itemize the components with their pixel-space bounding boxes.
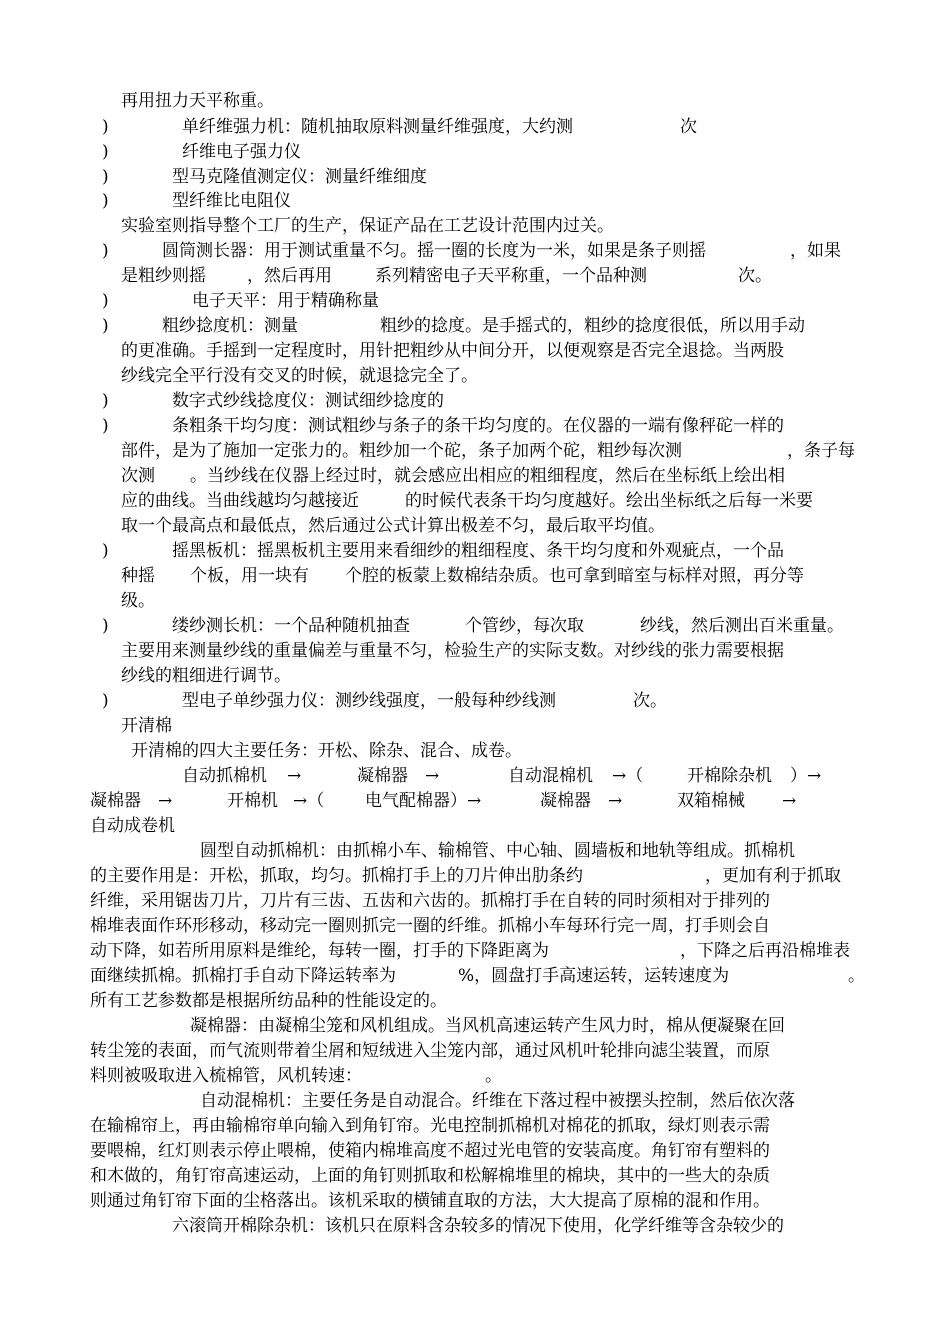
list-item: ) 型纤维比电阻仪	[102, 191, 291, 211]
text-line: 动下降，如若所用原料是维纶，每转一圈，打手的下降距离为 ，下降之后再沿棉堆表	[90, 941, 850, 961]
text-line: 则通过角钉帘下面的尘格落出。该机采取的横铺直取的方法，大大提高了原棉的混和作用。	[90, 1191, 770, 1211]
list-item: ) 单纤维强力机：随机抽取原料测量纤维强度，大约测 次	[102, 117, 697, 137]
text-line: 开清棉的四大主要任务：开松、除杂、混合、成卷。	[131, 741, 522, 761]
list-item: ) 条粗条干均匀度：测试粗纱与条子的条干均匀度的。在仪器的一端有像秤砣一样的	[102, 416, 784, 436]
text-line: 凝棉器：由凝棉尘笼和风机组成。当风机高速运转产生风力时，棉从便凝聚在回	[190, 1016, 785, 1036]
text-line: 的主要作用是：开松，抓取，均匀。抓棉打手上的刀片伸出肋条约 ，更加有利于抓取	[90, 866, 841, 886]
text-line: 是粗纱则摇 ，然后再用 系列精密电子天平称重，一个品种测 次。	[121, 266, 772, 286]
text-line: 次测 。当纱线在仪器上经过时，就会感应出相应的粗细程度，然后在坐标纸上绘出相	[121, 466, 785, 486]
list-item: ) 数字式纱线捻度仪：测试细纱捻度的	[102, 391, 444, 411]
text-line: 应的曲线。当曲线越均匀越接近 的时候代表条干均匀度越好。绘出坐标纸之后每一米要	[121, 491, 813, 511]
text-line: 纤维，采用锯齿刀片，刀片有三齿、五齿和六齿的。抓棉打手在自转的同时须相对于排列的	[90, 891, 770, 911]
list-item: ) 粗纱捻度机：测量 粗纱的捻度。是手摇式的，粗纱的捻度很低，所以用手动	[102, 316, 805, 336]
text-line: 在输棉帘上，再由输棉帘单向输入到角钉帘。光电控制抓棉机对棉花的抓取，绿灯则表示需	[90, 1116, 770, 1136]
list-item: ) 型马克隆值测定仪：测量纤维细度	[102, 167, 427, 187]
text-line: 所有工艺参数都是根据所纺品种的性能设定的。	[90, 991, 447, 1011]
text-line: 要喂棉，红灯则表示停止喂棉，使箱内棉堆高度不超过光电管的安装高度。角钉帘有塑料的	[90, 1141, 770, 1161]
list-item: ) 型电子单纱强力仪：测纱线强度，一般每种纱线测 次。	[102, 691, 667, 711]
text-line: 的更准确。手摇到一定程度时，用针把粗纱从中间分开，以便观察是否完全退捻。当两股	[121, 341, 784, 361]
list-item: ) 摇黑板机：摇黑板机主要用来看细纱的粗细程度、条干均匀度和外观疵点，一个品	[102, 541, 784, 561]
text-line: 级。	[121, 591, 155, 611]
section-heading: 开清棉	[121, 716, 172, 736]
text-line: 圆型自动抓棉机：由抓棉小车、输棉管、中心轴、圆墙板和地轨等组成。抓棉机	[200, 841, 795, 861]
text-line: 取一个最高点和最低点，然后通过公式计算出极差不匀，最后取平均值。	[121, 516, 665, 536]
list-item: ) 圆筒测长器：用于测试重量不匀。摇一圈的长度为一米，如果是条子则摇 ，如果	[102, 241, 841, 261]
text-line: 自动混棉机：主要任务是自动混合。纤维在下落过程中被摆头控制，然后依次落	[200, 1091, 795, 1111]
text-line: 六滚筒开棉除杂机：该机只在原料含杂较多的情况下使用，化学纤维等含杂较少的	[172, 1216, 784, 1236]
process-flow-line: 凝棉器 → 开棉机 →（ 电气配棉器 ）→ 凝棉器 → 双箱棉械 →	[90, 791, 797, 811]
text-line: 转尘笼的表面，而气流则带着尘屑和短绒进入尘笼内部，通过风机叶轮排向滤尘装置，而原	[90, 1041, 770, 1061]
text-line: 主要用来测量纱线的重量偏差与重量不匀，检验生产的实际支数。对纱线的张力需要根据	[121, 641, 784, 661]
list-item: ) 纤维电子强力仪	[102, 142, 301, 162]
text-line: 种摇 个板，用一块有 个腔的板蒙上数棉结杂质。也可拿到暗室与标样对照，再分等	[121, 566, 804, 586]
text-line: 纱线完全平行没有交叉的时候，就退捻完全了。	[121, 366, 478, 386]
list-item: ) 缕纱测长机：一个品种随机抽查 个管纱，每次取 纱线，然后测出百米重量。	[102, 616, 844, 636]
process-flow-line: 自动成卷机	[90, 816, 175, 836]
text-line: 料则被吸取进入梳棉管，风机转速： 。	[90, 1066, 502, 1086]
text-line: 和木做的，角钉帘高速运动，上面的角钉则抓取和松解棉堆里的棉块，其中的一些大的杂质	[90, 1166, 770, 1186]
text-line: 再用扭力天平称重。	[121, 91, 274, 111]
list-item: ) 电子天平：用于精确称量	[102, 291, 379, 311]
process-flow-line: 自动抓棉机 → 凝棉器 → 自动混棉机 →（ 开棉除杂机 ）→	[182, 766, 822, 786]
text-line: 棉堆表面作环形移动，移动完一圈则抓完一圈的纤维。抓棉小车每环行完一周，打手则会自	[90, 916, 770, 936]
text-line: 面继续抓棉。抓棉打手自动下降运转率为 %，圆盘打手高速运转，运转速度为 。	[90, 966, 865, 986]
text-line: 部件，是为了施加一定张力的。粗纱加一个砣，条子加两个砣，粗纱每次测 ，条子每	[121, 441, 855, 461]
text-line: 纱线的粗细进行调节。	[121, 666, 291, 686]
text-line: 实验室则指导整个工厂的生产，保证产品在工艺设计范围内过关。	[121, 216, 614, 236]
